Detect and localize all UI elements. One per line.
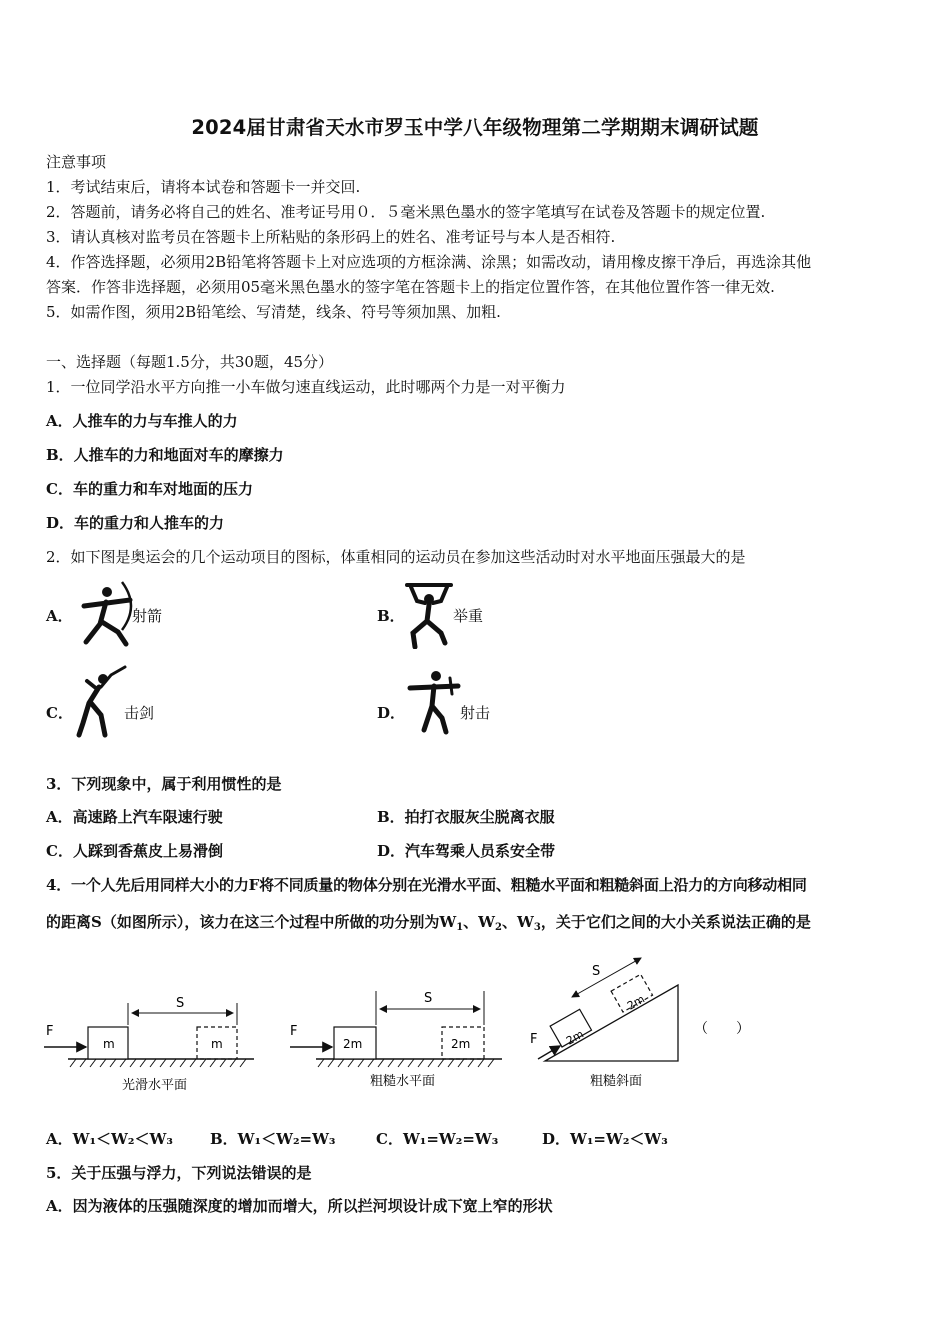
caption-incline: 粗糙斜面 <box>590 1074 643 1089</box>
page-title: 2024届甘肃省天水市罗玉中学八年级物理第二学期期末调研试题 <box>191 116 759 139</box>
q1-option-d: D．车的重力和人推车的力 <box>46 514 225 532</box>
q3-option-d: D．汽车驾乘人员系安全带 <box>377 842 556 860</box>
q4-option-b: B．W₁＜W₂=W₃ <box>210 1130 336 1148</box>
section-heading: 一、选择题（每题1.5分，共30题，45分） <box>46 353 334 371</box>
q4-diagram <box>40 955 760 1100</box>
q3-option-a: A．高速路上汽车限速行驶 <box>46 808 223 826</box>
q2-option-a-letter: A． <box>46 607 73 625</box>
notice-item-2: 2．答题前，请务必将自己的姓名、准考证号用０．５毫米黑色墨水的签字笔填写在试卷及答题卡的规定位置. <box>46 203 766 221</box>
q1-option-c: C．车的重力和车对地面的压力 <box>46 480 253 498</box>
q1-stem: 1．一位同学沿水平方向推一小车做匀速直线运动，此时哪两个力是一对平衡力 <box>46 378 566 396</box>
caption-rough: 粗糙水平面 <box>370 1074 436 1089</box>
q4-stem-line1: 4．一个人先后用同样大小的力F将不同质量的物体分别在光滑水平面、粗糙水平面和粗糙斜面上沿力的方向移动相同 <box>46 876 807 894</box>
q1-option-b: B．人推车的力和地面对车的摩擦力 <box>46 446 284 464</box>
diagram-rough-incline <box>530 958 678 1089</box>
notice-item-1: 1．考试结束后，请将本试卷和答题卡一并交回. <box>46 178 361 196</box>
q2-stem: 2．如下图是奥运会的几个运动项目的图标，体重相同的运动员在参加这些活动时对水平地面压强最大的是 <box>46 548 746 566</box>
mass-2m-solid: 2m <box>343 1037 363 1051</box>
q5-option-a: A．因为液体的压强随深度的增加而增大，所以拦河坝设计成下宽上窄的形状 <box>46 1197 553 1215</box>
notice-item-4: 4．作答选择题，必须用2B铅笔将答题卡上对应选项的方框涂满、涂黑；如需改动，请用橡皮擦干净后，再选涂其他 <box>46 253 812 271</box>
answer-blank: （ ） <box>694 1021 750 1037</box>
q4-option-d: D．W₁=W₂＜W₃ <box>542 1130 668 1148</box>
caption-smooth: 光滑水平面 <box>122 1078 188 1093</box>
notice-item-5: 5．如需作图，须用2B铅笔绘、写清楚，线条、符号等须加黑、加粗. <box>46 303 501 321</box>
weightlifting-icon <box>403 577 455 649</box>
q4-stem-pre: 的距离S（如图所示），该力在这三个过程中所做的功分别为W <box>46 913 457 931</box>
mass-2m-incline-dashed: 2m <box>625 992 647 1013</box>
distance-label-1: S <box>176 996 185 1011</box>
q2-option-b-letter: B． <box>377 607 405 625</box>
q2-option-b-label: 举重 <box>453 607 484 625</box>
diagram-smooth-surface <box>44 996 254 1093</box>
distance-label-3: S <box>592 964 601 979</box>
q2-option-d-letter: D． <box>377 704 406 722</box>
mass-m-dashed: m <box>211 1037 223 1051</box>
q1-option-a: A．人推车的力与车推人的力 <box>46 412 238 430</box>
force-label-3: F <box>530 1032 538 1047</box>
q3-stem: 3．下列现象中，属于利用惯性的是 <box>46 775 282 793</box>
q2-option-c-label: 击剑 <box>124 704 155 722</box>
notice-heading: 注意事项 <box>46 153 107 171</box>
force-label-2: F <box>290 1024 298 1039</box>
force-label-1: F <box>46 1024 54 1039</box>
archery-icon <box>78 580 136 648</box>
q3-option-c: C．人踩到香蕉皮上易滑倒 <box>46 842 223 860</box>
q4-stem-post: ，关于它们之间的大小关系说法正确的是 <box>540 913 811 931</box>
mass-m-solid: m <box>103 1037 115 1051</box>
q2-option-d-label: 射击 <box>460 704 491 722</box>
q4-option-a: A．W₁＜W₂＜W₃ <box>46 1130 173 1148</box>
notice-item-3: 3．请认真核对监考员在答题卡上所粘贴的条形码上的姓名、准考证号与本人是否相符. <box>46 228 616 246</box>
shooting-icon <box>406 664 462 736</box>
diagram-rough-surface <box>290 991 502 1089</box>
q2-option-a-label: 射箭 <box>132 607 163 625</box>
q2-option-c-letter: C． <box>46 704 73 722</box>
q3-option-b: B．拍打衣服灰尘脱离衣服 <box>377 808 555 826</box>
mass-2m-dashed: 2m <box>451 1037 471 1051</box>
notice-item-4-cont: 答案．作答非选择题，必须用05毫米黑色墨水的签字笔在答题卡上的指定位置作答，在其他位置作答一律无效. <box>46 278 775 296</box>
q4-option-c: C．W₁=W₂=W₃ <box>376 1130 499 1148</box>
q5-stem: 5．关于压强与浮力，下列说法错误的是 <box>46 1164 312 1182</box>
distance-label-2: S <box>424 991 433 1006</box>
fencing-icon <box>75 663 127 739</box>
mass-2m-incline: 2m <box>564 1027 586 1048</box>
q4-stem-line2: 的距离S（如图所示），该力在这三个过程中所做的功分别为$W_1$、$W_2$、$W_3$，关于它们之间的大小关系说法正确的是 <box>46 913 811 933</box>
